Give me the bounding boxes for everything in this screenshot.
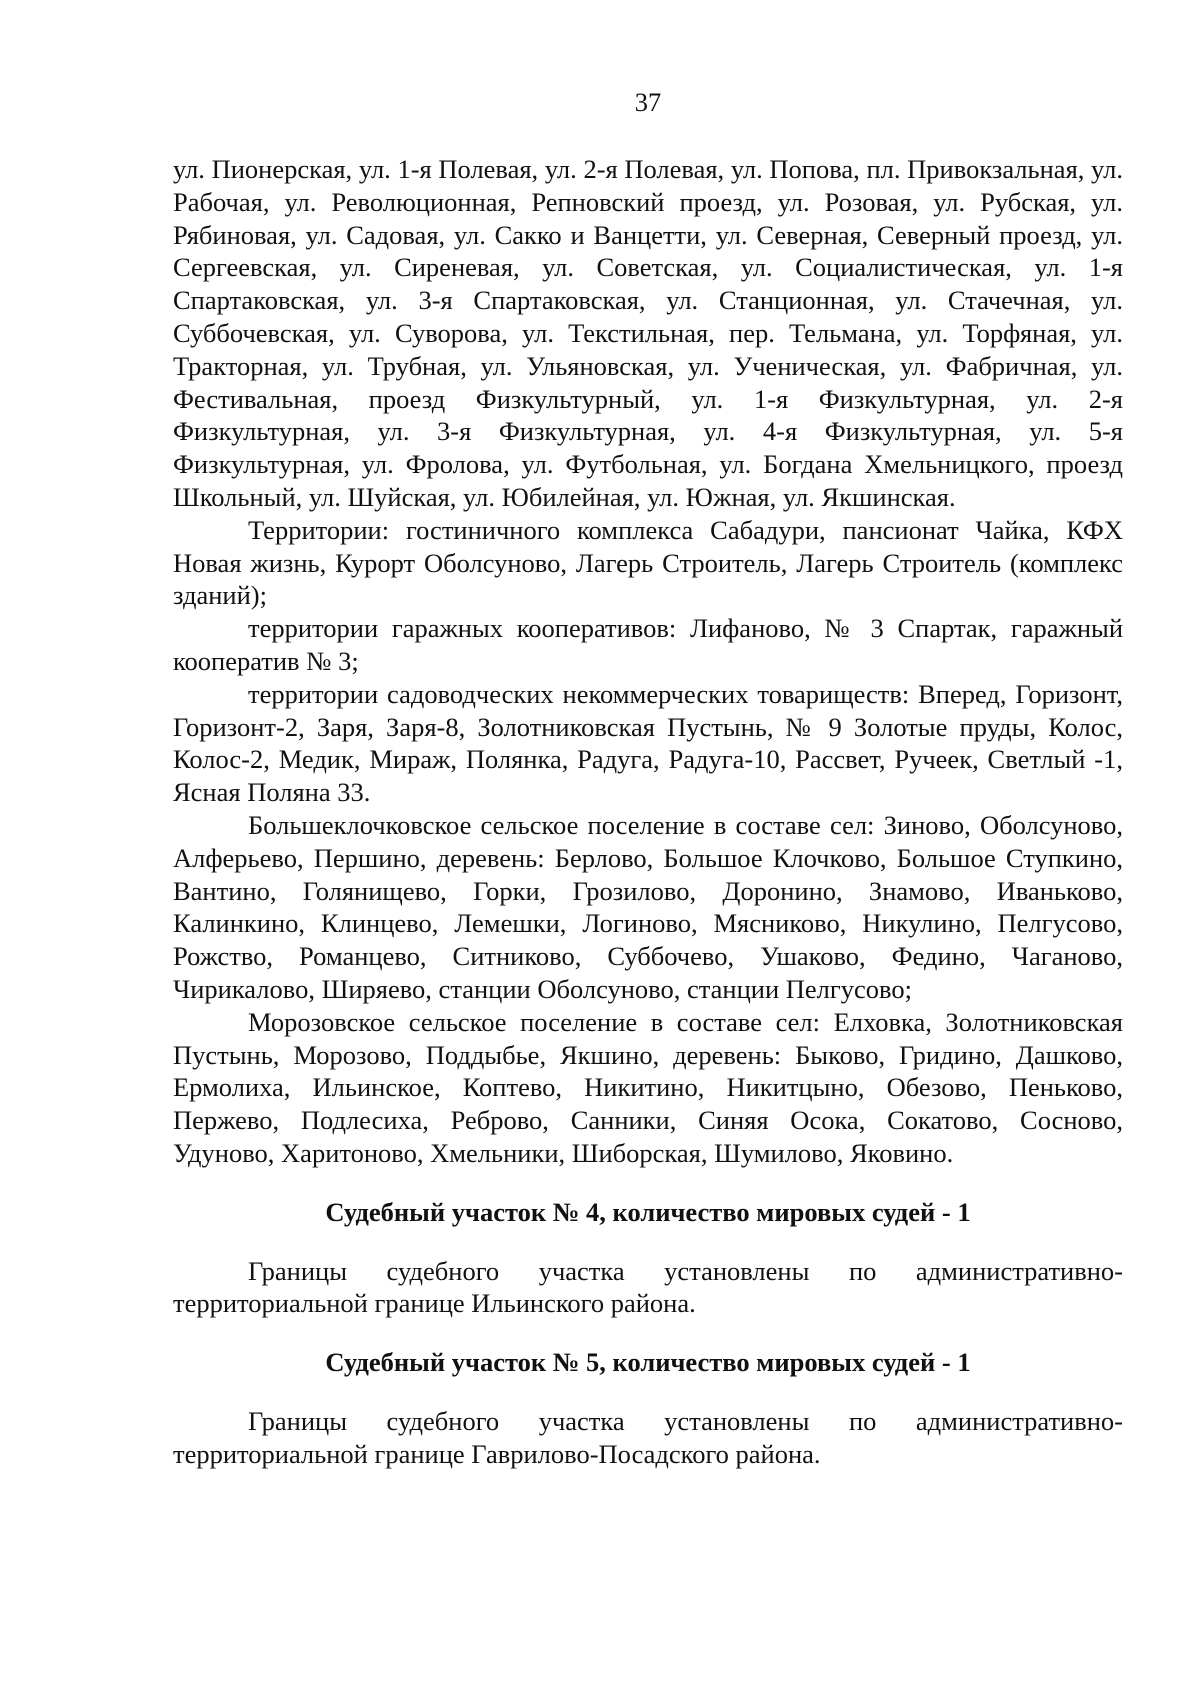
street-list-paragraph: ул. Пионерская, ул. 1-я Полевая, ул. 2-я Полевая, ул. Попова, пл. Привокзальная, ул. Рабочая, ул. Революционная, Репновский проезд, ул. Розовая, ул. Рубская, ул. Рябиновая, ул. Садовая, ул. Сакко и Ванцетти, ул. Северная, Северный проезд, ул. Сергеевская, ул. Сиреневая, ул. Советская, ул. Социалистическая, ул. 1-я Спартаковская, ул. 3-я Спартаковская, ул. Станционная, ул. Стачечная, ул. Суббочевская, ул. Суворова, ул. Текстильная, пер. Тельмана, ул. Торфяная, ул. Тракторная, ул. Трубная, ул. Ульяновская, ул. Ученическая, ул. Фабричная, ул. Фестивальная, проезд Физкультурный, ул. 1-я Физкультурная, ул. 2-я Физкультурная, ул. 3-я Физкультурная, ул. 4-я Физкультурная, ул. 5-я Физкультурная, ул. Фролова, ул. Футбольная, ул. Богдана Хмельницкого, проезд Школьный, ул. Шуйская, ул. Юбилейная, ул. Южная, ул. Якшинская. (173, 154, 1123, 512)
garden-partnerships-paragraph: территории садоводческих некоммерческих товариществ: Вперед, Горизонт, Горизонт-2, Заря, Заря-8, Золотниковская Пустынь, № 9 Золотые пруды, Колос, Колос-2, Медик, Мираж, Полянка, Радуга, Радуга-10, Рассвет, Ручеек, Светлый -1, Ясная Поляна 33. (173, 678, 1123, 808)
section-heading-5: Судебный участок № 5, количество мировых судей - 1 (325, 1347, 971, 1378)
section-text-5: Границы судебного участка установлены по административно-территориальной границе Гаврилово-Посадского района. (173, 1405, 1123, 1469)
document-body (173, 153, 1123, 1470)
bolsheklochkovskoe-paragraph: Большеклочковское сельское поселение в составе сел: Зиново, Оболсуново, Алферьево, Першино, деревень: Берлово, Большое Клочково, Большое Ступкино, Вантино, Голянищево, Горки, Грозилово, Доронино, Знамово, Иваньково, Калинкино, Клинцево, Лемешки, Логиново, Мясниково, Никулино, Пелгусово, Рожство, Романцево, Ситниково, Суббочево, Ушаково, Федино, Чаганово, Чирикалово, Ширяево, станции Оболсуново, станции Пелгусово; (173, 809, 1123, 1004)
garage-cooperatives-paragraph: территории гаражных кооперативов: Лифаново, № 3 Спартак, гаражный кооператив № 3; (173, 613, 1123, 676)
morozovskoe-paragraph: Морозовское сельское поселение в составе сел: Елховка, Золотниковская Пустынь, Морозово, Поддыбье, Якшино, деревень: Быково, Гридино, Дашково, Ермолиха, Ильинское, Коптево, Никитино, Никитцыно, Обезово, Пеньково, Пержево, Подлесиха, Реброво, Санники, Синяя Осока, Сокатово, Сосново, Удуново, Харитоново, Хмельники, Шиборская, Шумилово, Яковино. (173, 1006, 1123, 1168)
section-text-4: Границы судебного участка установлены по административно-территориальной границе Ильинского района. (173, 1255, 1123, 1319)
territories-paragraph: Территории: гостиничного комплекса Сабадури, пансионат Чайка, КФХ Новая жизнь, Курорт Оболсуново, Лагерь Строитель, Лагерь Строитель (комплекс зданий); (173, 514, 1123, 611)
section-heading-4: Судебный участок № 4, количество мировых судей - 1 (325, 1196, 971, 1227)
page-number: 37 (634, 87, 662, 117)
